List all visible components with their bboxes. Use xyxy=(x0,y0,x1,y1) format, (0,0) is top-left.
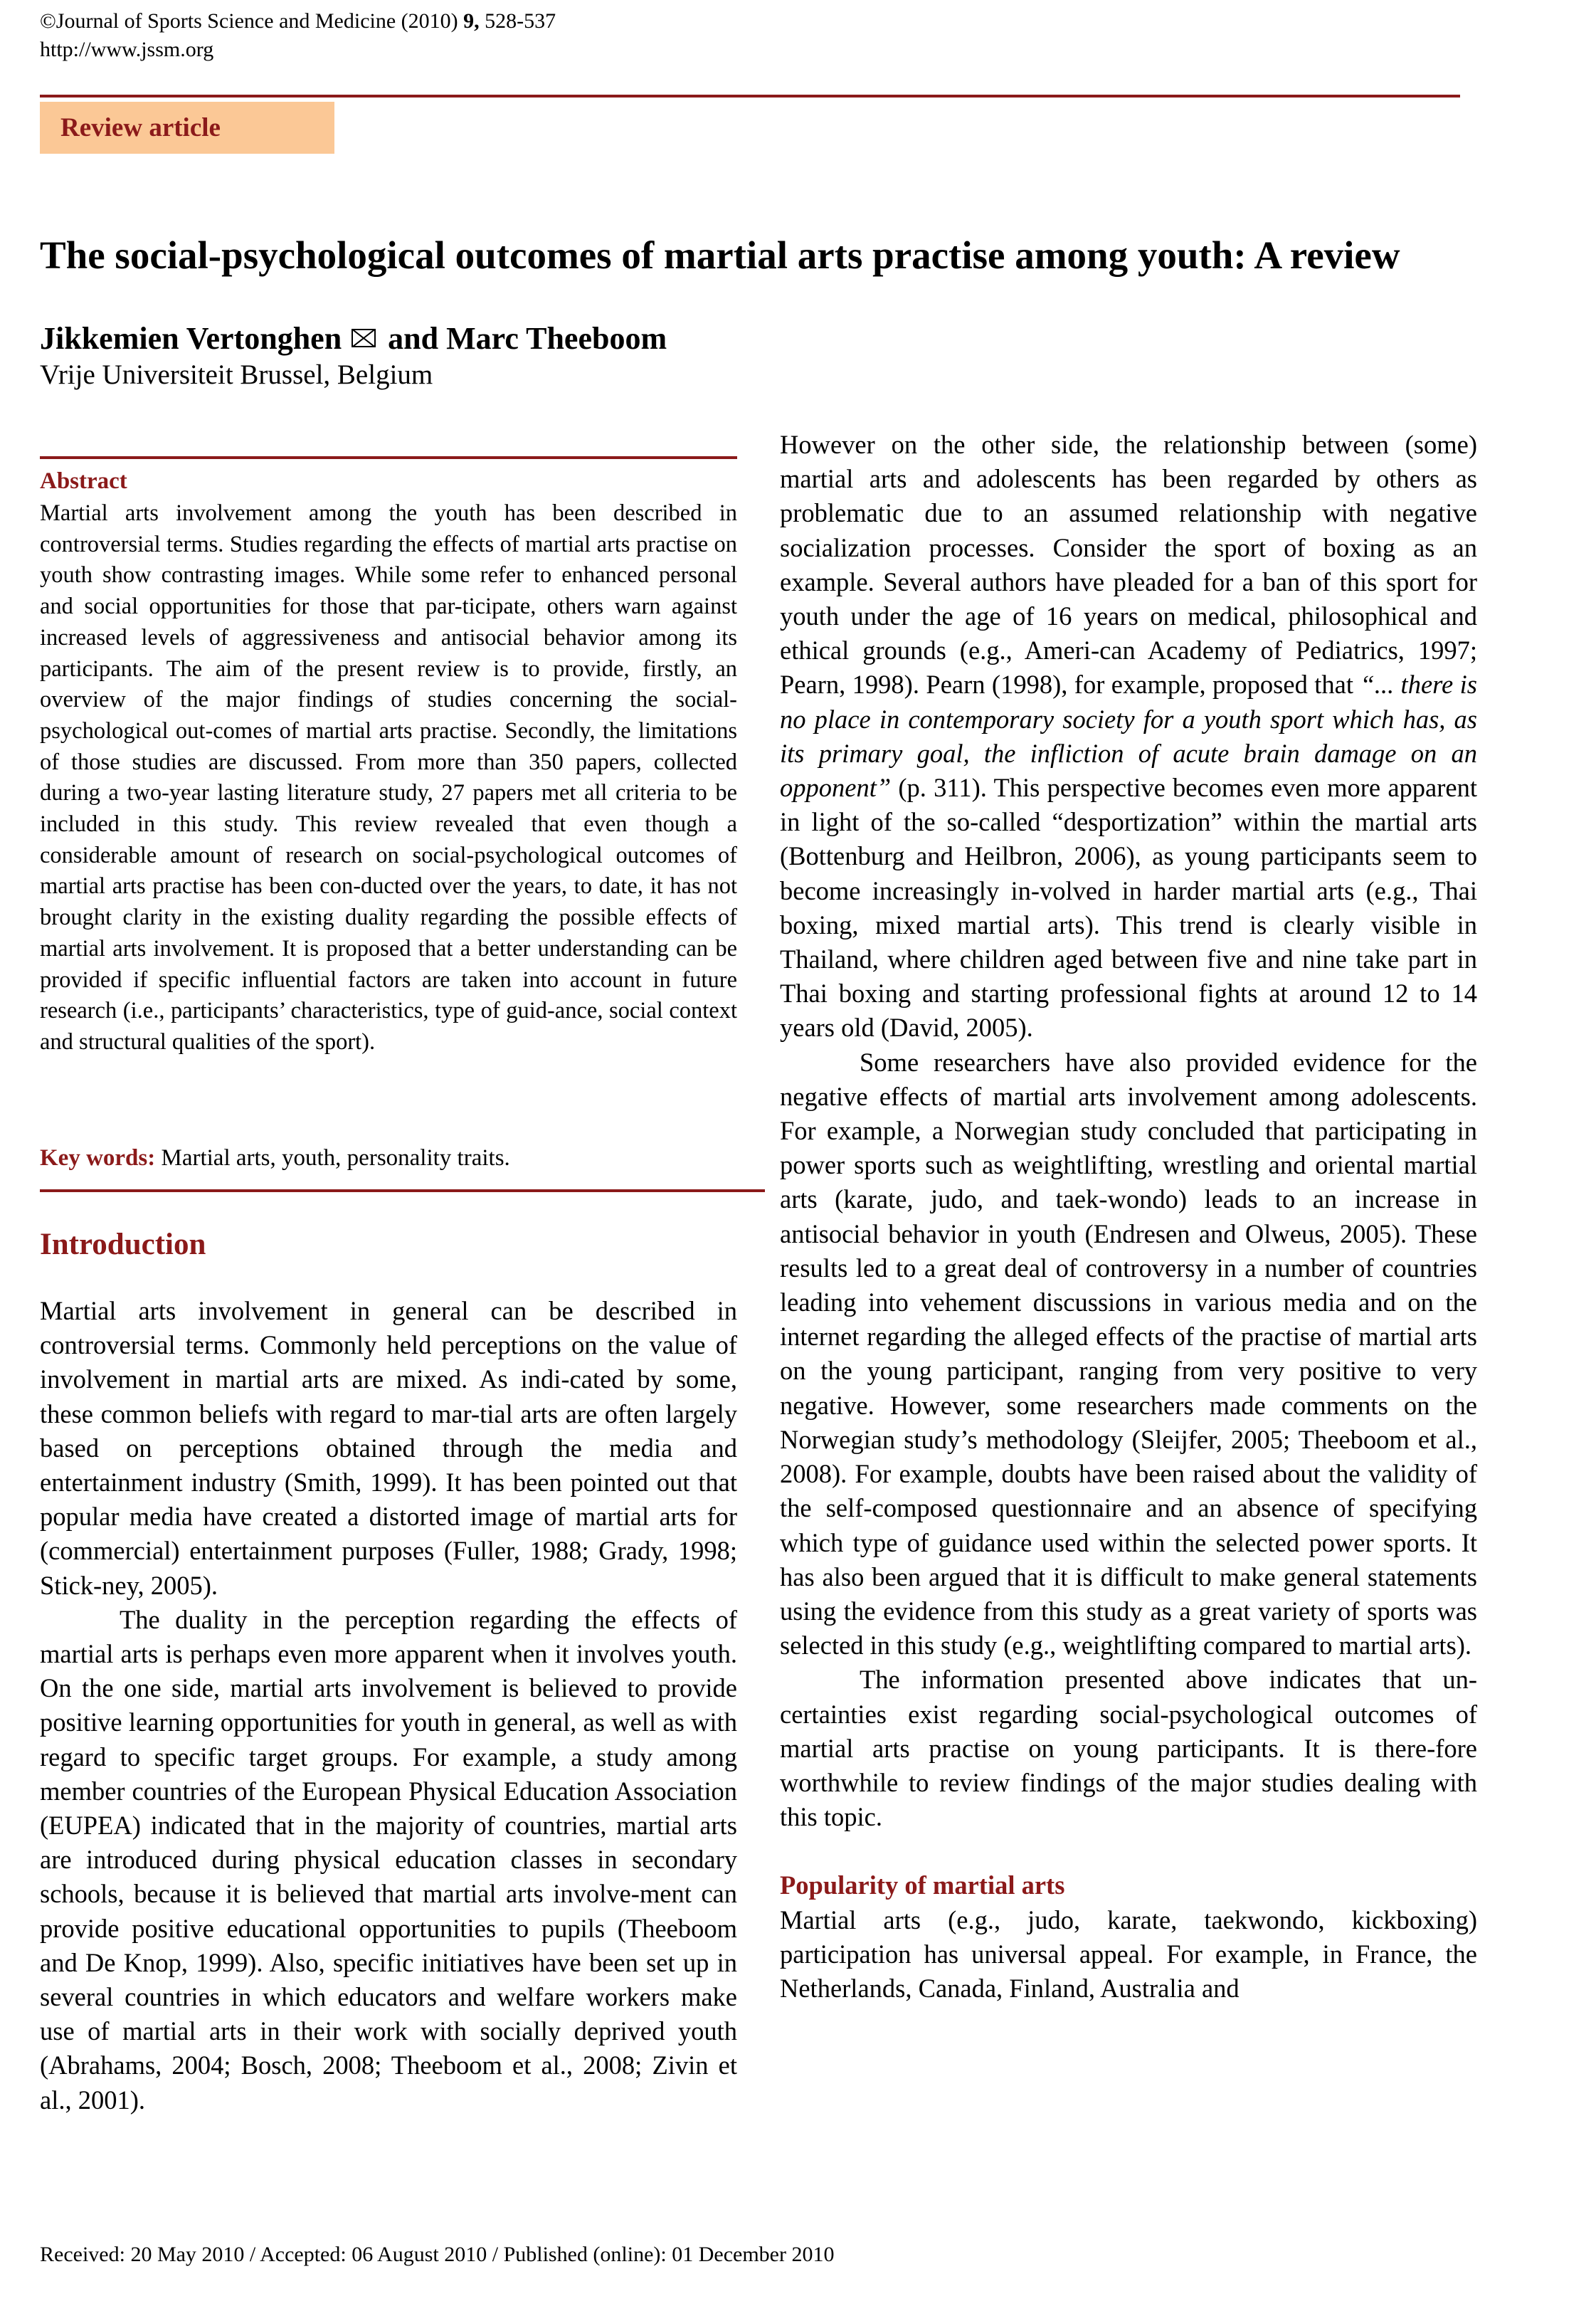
affiliation: Vrije Universiteit Brussel, Belgium xyxy=(40,359,433,390)
quote: “... there is no place in contemporary society for a youth sport which has, as its primary goal, the infliction of acute brain damage on an opponent” xyxy=(780,670,1477,803)
paragraph: Martial arts (e.g., judo, karate, taekwondo, kickboxing) participation has universal appeal. For example, in France, the Netherlands, Canada, Finland, Australia and xyxy=(780,1905,1477,2003)
right-column xyxy=(780,428,1477,2006)
journal-citation xyxy=(40,7,556,36)
keywords xyxy=(40,1142,510,1174)
abstract-bottom-rule xyxy=(40,1189,765,1192)
paragraph: Martial arts involvement in general can be described in controversial terms. Commonly held perceptions on the value of involvement in martial arts are mixed. As indi-cated by some, these common beliefs with regard to mar-tial arts are often largely based on perceptions obtained through the media and entertainment industry (Smith, 1999). It has been pointed out that popular media have created a distorted image of martial arts for (commercial) entertainment purposes (Fuller, 1988; Grady, 1998; Stick-ney, 2005). xyxy=(40,1296,737,1600)
paragraph xyxy=(780,428,1477,1046)
left-column xyxy=(40,1294,737,2117)
paragraph-text: (p. 311). This perspective becomes even more apparent in light of the so-called “desportization” within the martial arts (Bottenburg and Heilbron, 2006), as young participants seem to become increasingly in-volved in harder martial arts (e.g., Thai boxing, mixed martial arts). This trend is clearly visible in Thailand, where children aged between five and nine take part in Thai boxing and starting professional fights at around 12 to 14 years old (David, 2005). xyxy=(780,773,1477,1043)
journal-name: ©Journal of Sports Science and Medicine (2010) xyxy=(40,9,464,33)
footer-dates: Received: 20 May 2010 / Accepted: 06 August 2010 / Published (online): 01 December 2010 xyxy=(40,2243,835,2266)
keywords-label: Key words: xyxy=(40,1145,156,1171)
journal-pages: 528-537 xyxy=(479,9,556,33)
author-list xyxy=(40,319,667,359)
author-name: Jikkemien Vertonghen xyxy=(40,321,342,356)
article-title: The social-psychological outcomes of martial arts practise among youth: A review xyxy=(40,233,1400,277)
article-type-badge: Review article xyxy=(40,102,334,154)
paragraph: The information presented above indicates that un-certainties exist regarding social-psychological outcomes of martial arts practise on young participants. It is there-fore worthwhile to review findings of the major studies dealing with this topic. xyxy=(780,1665,1477,1832)
paragraph: The duality in the perception regarding the effects of martial arts is perhaps even more apparent when it involves youth. On the one side, martial arts involvement is believed to provide positive learning opportunities for youth in general, as well as with regard to specific target groups. For example, a study among member countries of the European Physical Education Association (EUPEA) indicated that in the majority of countries, martial arts are introduced during physical education classes in secondary schools, because it is believed that martial arts involve-ment can provide positive educational opportunities to pupils (Theeboom and De Knop, 1999). Also, specific initiatives have been set up in several countries in which educators and welfare workers make use of martial arts in their work with socially deprived youth (Abrahams, 2004; Bosch, 2008; Theeboom et al., 2008; Zivin et al., 2001). xyxy=(40,1604,737,2115)
paragraph: Some researchers have also provided evidence for the negative effects of martial arts involvement among adolescents. For example, a Norwegian study concluded that participating in power sports such as weightlifting, wrestling and oriental martial arts (karate, judo, and taek-wondo) leads to an increase in antisocial behavior in youth (Endresen and Olweus, 2005). These results led to a great deal of controversy in a number of countries leading into vehement discussions in various media and on the internet regarding the alleged effects of the practise of martial arts on the young participant, ranging from very positive to very negative. However, some researchers made comments on the Norwegian study’s methodology (Sleijfer, 2005; Theeboom et al., 2008). For example, doubts have been raised about the validity of the self-composed questionnaire and an absence of specifying which type of guidance used within the selected power sports. It has also been argued that it is difficult to make general statements using the evidence from this study as a great variety of sports was selected in this study (e.g., weightlifting compared to martial arts). xyxy=(780,1047,1477,1660)
abstract-top-rule xyxy=(40,456,737,459)
abstract-text: Martial arts involvement among the youth has been described in controversial terms. Studies regarding the effects of martial arts practise on youth show contrasting images. While some refer to enhanced personal and social opportunities for those that par-ticipate, others warn against increased levels of aggressiveness and antisocial behavior among its participants. The aim of the present review is to provide, firstly, an overview of the major findings of studies concerning the social-psychological out-comes of martial arts practise. Secondly, the limitations of those studies are discussed. From more than 350 papers, collected during a two-year lasting literature study, 27 papers met all criteria to be included in this study. This review revealed that even though a considerable amount of research on social-psychological outcomes of martial arts practise has been con-ducted over the years, to date, it has not brought clarity in the existing duality regarding the possible effects of martial arts involvement. It is proposed that a better understanding can be provided if specific influential factors are taken into account in future research (i.e., participants’ characteristics, type of guid-ance, social context and structural qualities of the sport). xyxy=(40,500,737,1055)
header-rule xyxy=(40,95,1460,98)
paragraph-text: However on the other side, the relationship between (some) martial arts and adolescents has been regarded by others as problematic due to an assumed relationship with negative socialization processes. Consider the sport of boxing as an example. Several authors have pleaded for a ban of this sport for youth under the age of 16 years on medical, philosophical and ethical grounds (e.g., Ameri-can Academy of Pediatrics, 1997; Pearn, 1998). Pearn (1998), for example, proposed that xyxy=(780,430,1477,700)
journal-url[interactable]: http://www.jssm.org xyxy=(40,38,214,61)
author-name: and Marc Theeboom xyxy=(380,321,667,356)
abstract-heading: Abstract xyxy=(40,468,127,494)
introduction-heading: Introduction xyxy=(40,1228,206,1261)
envelope-icon[interactable] xyxy=(352,329,376,347)
journal-volume: 9, xyxy=(463,9,480,33)
keywords-text: Martial arts, youth, personality traits. xyxy=(155,1145,510,1171)
popularity-heading: Popularity of martial arts xyxy=(780,1870,1065,1900)
